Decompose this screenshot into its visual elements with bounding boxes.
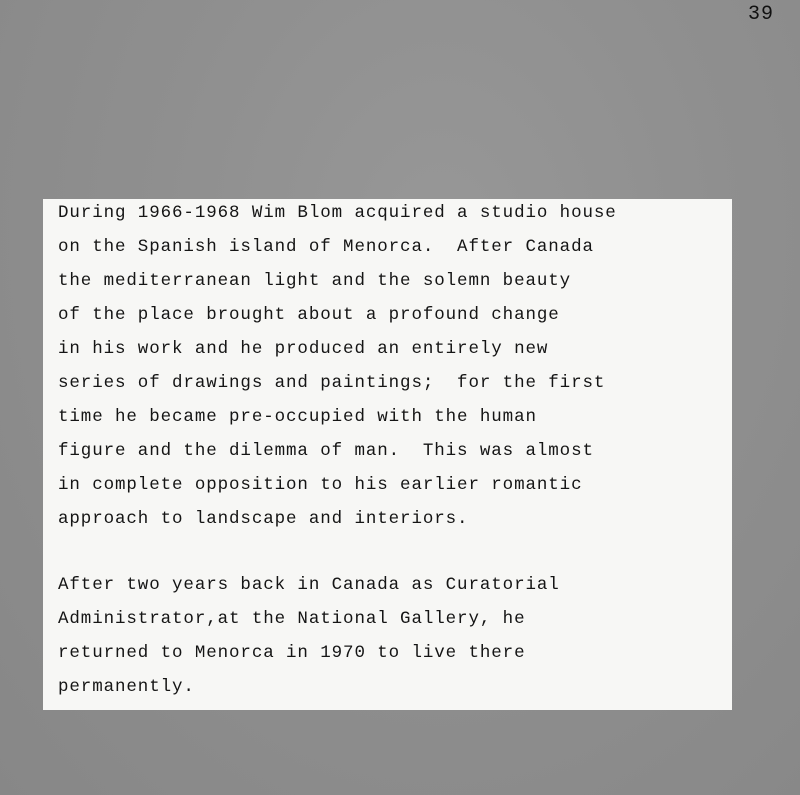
text-line: figure and the dilemma of man. This was almost <box>58 441 594 461</box>
text-line: series of drawings and paintings; for the first <box>58 373 606 393</box>
text-line: approach to landscape and interiors. <box>58 509 469 529</box>
paragraph-1 <box>58 199 732 536</box>
text-line: of the place brought about a profound change <box>58 305 560 325</box>
text-line: returned to Menorca in 1970 to live there <box>58 643 526 663</box>
paragraph-spacer <box>58 536 732 568</box>
text-line: Administrator,at the National Gallery, he <box>58 609 526 629</box>
text-line: permanently. <box>58 677 195 697</box>
paragraph-2 <box>58 568 732 704</box>
text-line: in his work and he produced an entirely new <box>58 339 549 359</box>
text-line: the mediterranean light and the solemn beauty <box>58 271 572 291</box>
text-line: time he became pre-occupied with the human <box>58 407 537 427</box>
text-line: After two years back in Canada as Curatorial <box>58 575 560 595</box>
text-line: in complete opposition to his earlier romantic <box>58 475 583 495</box>
page-number: 39 <box>747 3 774 26</box>
pasted-text-card <box>43 199 732 710</box>
text-line: on the Spanish island of Menorca. After Canada <box>58 237 594 257</box>
text-line: During 1966-1968 Wim Blom acquired a studio house <box>58 203 617 223</box>
